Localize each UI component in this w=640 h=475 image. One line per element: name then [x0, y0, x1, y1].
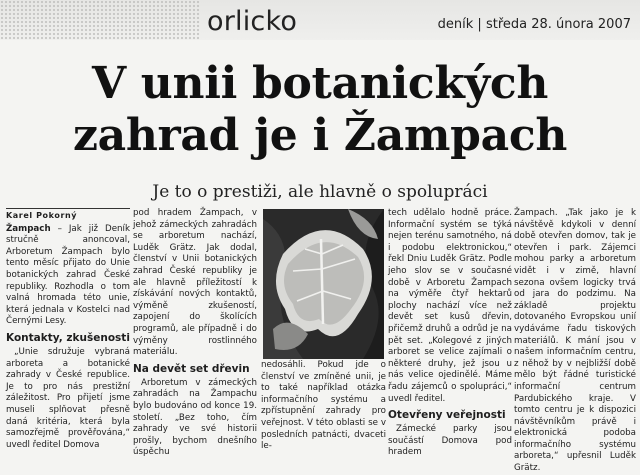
- ivy-leaf-icon: [263, 209, 384, 359]
- subheading-trees: Na devět set dřevin: [133, 362, 250, 375]
- subtitle: Je to o prestiži, ale hlavně o spolupráci: [152, 182, 488, 202]
- subheading-open-public: Otevřeny veřejnosti: [388, 409, 506, 422]
- headline-line-1: V unii botanických: [91, 58, 549, 109]
- body-paragraph: Arboretum v zámeckých zahradách na Žampachu bylo budováno od konce 19. století. „Bez toho, čím zahrady ve své historii prošly, bychom dnešního úspěchu: [133, 377, 257, 458]
- body-paragraph: Zámecké parky jsou součástí Domova pod hradem: [388, 424, 512, 458]
- header-dot-pattern: [0, 0, 200, 40]
- headline: [10, 58, 630, 162]
- dateline-place: Žampach: [6, 223, 51, 234]
- lead-text: – Jak již Deník stručně anoncoval, Arboretum Žampach bylo tento měsíc přijato do Unie botanických zahrad České republiky. Rozhodla o tom valná hromada této unie, která jednala v Kostelci nad Černými Lesy.: [6, 223, 130, 327]
- issue-line: deník | středa 28. února 2007: [437, 17, 631, 32]
- column-4: [388, 208, 512, 459]
- author-byline: Karel Pokorný: [6, 208, 130, 222]
- lead-paragraph: [6, 224, 130, 328]
- section-name: orlicko: [207, 6, 298, 37]
- column-1: [6, 208, 130, 451]
- body-paragraph: Žampach. „Tak jako je k návštěvě kdykoli v denní době otevřen domov, tak je otevřen i park. Zájemci mohou parky a arboretum vidět i v zimě, hlavní sezona ovšem logicky trvá od jara do podzimu. Na základě projektu dotovaného Evropskou unií vydáváme řadu tiskových materiálů. K mání jsou v našem informačním centru, z něhož by v nejbližší době mělo být řádné turistické informační centrum Pardubického kraje. V tomto centru je k dispozici návštěvníkům právě i elektronická podoba informačního systému arboreta,“ upřesnil Luděk Grätz.: [514, 208, 636, 474]
- column-2: [133, 208, 257, 459]
- body-paragraph: pod hradem Žampach, v jehož zámeckých zahradách se arboretum nachází, Luděk Grätz. Jak dodal, členství v Unii botanických zahrad České republiky je ale hlavně příležitostí k získávání nových kontaktů, výměně zkušeností, zapojení do školících programů, ale případně i do výměny rostlinného materiálu.: [133, 208, 257, 358]
- body-paragraph: tech udělalo hodně práce. Informační systém se týká nejen terénu samotného, ná i podobu elektronickou,“ řekl Dniu Luděk Grätz. Podle jeho slov se v současné době v Arboretu Žampach na výměře čtyř hektarů plochy nachází více než devět set kusů dřevin, přičemž druhů a odrůd je na pět set. „Kolegové z jiných arboret se velice zajímali o některé druhy, jež jsou u nás velice ojedinělé. Máme řadu zájemců o spolupráci,“ uvedl ředitel.: [388, 208, 512, 404]
- ivy-leaf-photo: [263, 209, 384, 359]
- column-5: [514, 208, 636, 475]
- body-paragraph: nedosáhli. Pokud jde o členství ve zmíněné unii, je to také například otázka informačního systému a zpřístupnění zahrady pro veřejnost. V této oblasti se v posledních patnácti, dvaceti le-: [261, 360, 386, 452]
- subheading-contacts: Kontakty, zkušenosti: [6, 331, 130, 344]
- column-3: [261, 360, 386, 453]
- headline-line-2: zahrad je i Žampach: [72, 110, 568, 161]
- body-paragraph: „Unie sdružuje vybraná arboreta a botanické zahrady v České republice. Je to pro nás prestižní záležitost. Pro přijetí jsme museli splňovat přesně daná kritéria, která byla samozřejmě prověřována,“ uvedl ředitel Domova: [6, 346, 130, 450]
